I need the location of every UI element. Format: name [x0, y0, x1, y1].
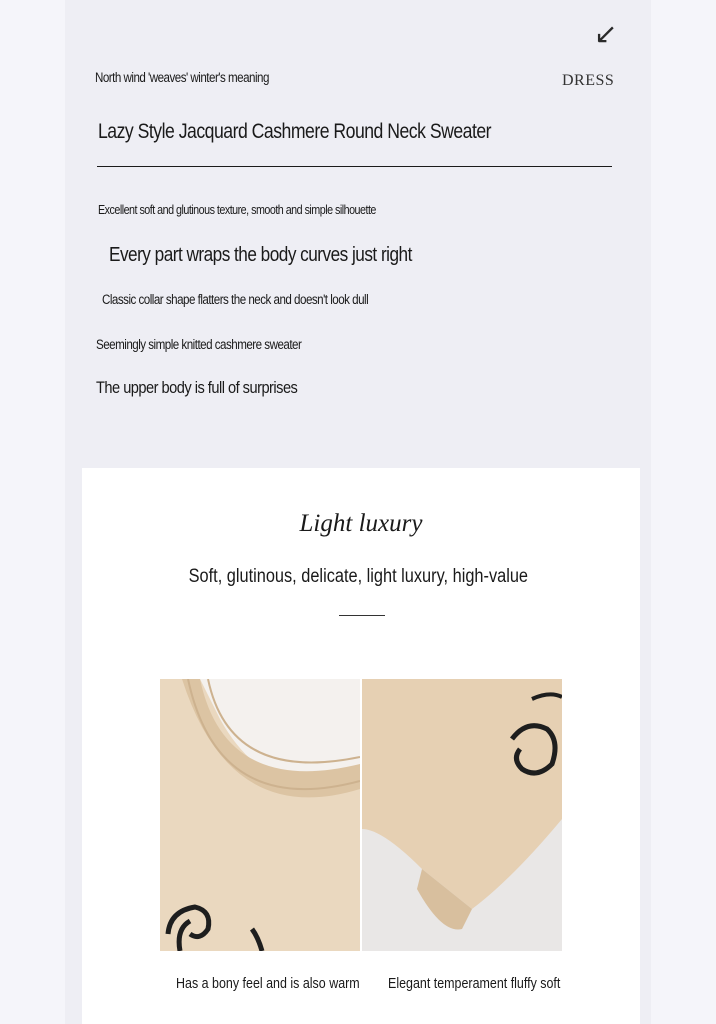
- sweater-sleeve-photo: [362, 679, 562, 951]
- section-heading: Light luxury: [299, 510, 423, 537]
- category-label: DRESS: [562, 72, 615, 89]
- sweater-sleeve-image: [362, 679, 562, 951]
- arrow-down-left-icon: ↙: [594, 18, 618, 49]
- feature-line: The upper body is full of surprises: [96, 378, 298, 397]
- section-divider: [339, 615, 385, 616]
- title-divider: [97, 166, 612, 167]
- photo-caption: Has a bony feel and is also warm: [176, 976, 360, 992]
- sweater-collar-photo: [160, 679, 360, 951]
- product-title: Lazy Style Jacquard Cashmere Round Neck Sweater: [98, 120, 492, 143]
- tagline: North wind 'weaves' winter's meaning: [95, 70, 269, 85]
- feature-line: Classic collar shape flatters the neck and doesn't look dull: [102, 292, 369, 307]
- section-subheading: Soft, glutinous, delicate, light luxury, high-value: [188, 566, 528, 587]
- feature-line: Every part wraps the body curves just right: [109, 244, 412, 266]
- photo-caption: Elegant temperament fluffy soft: [388, 976, 561, 992]
- sweater-collar-image: [160, 679, 360, 951]
- feature-line: Seemingly simple knitted cashmere sweater: [96, 337, 302, 352]
- feature-line: Excellent soft and glutinous texture, smooth and simple silhouette: [98, 203, 376, 217]
